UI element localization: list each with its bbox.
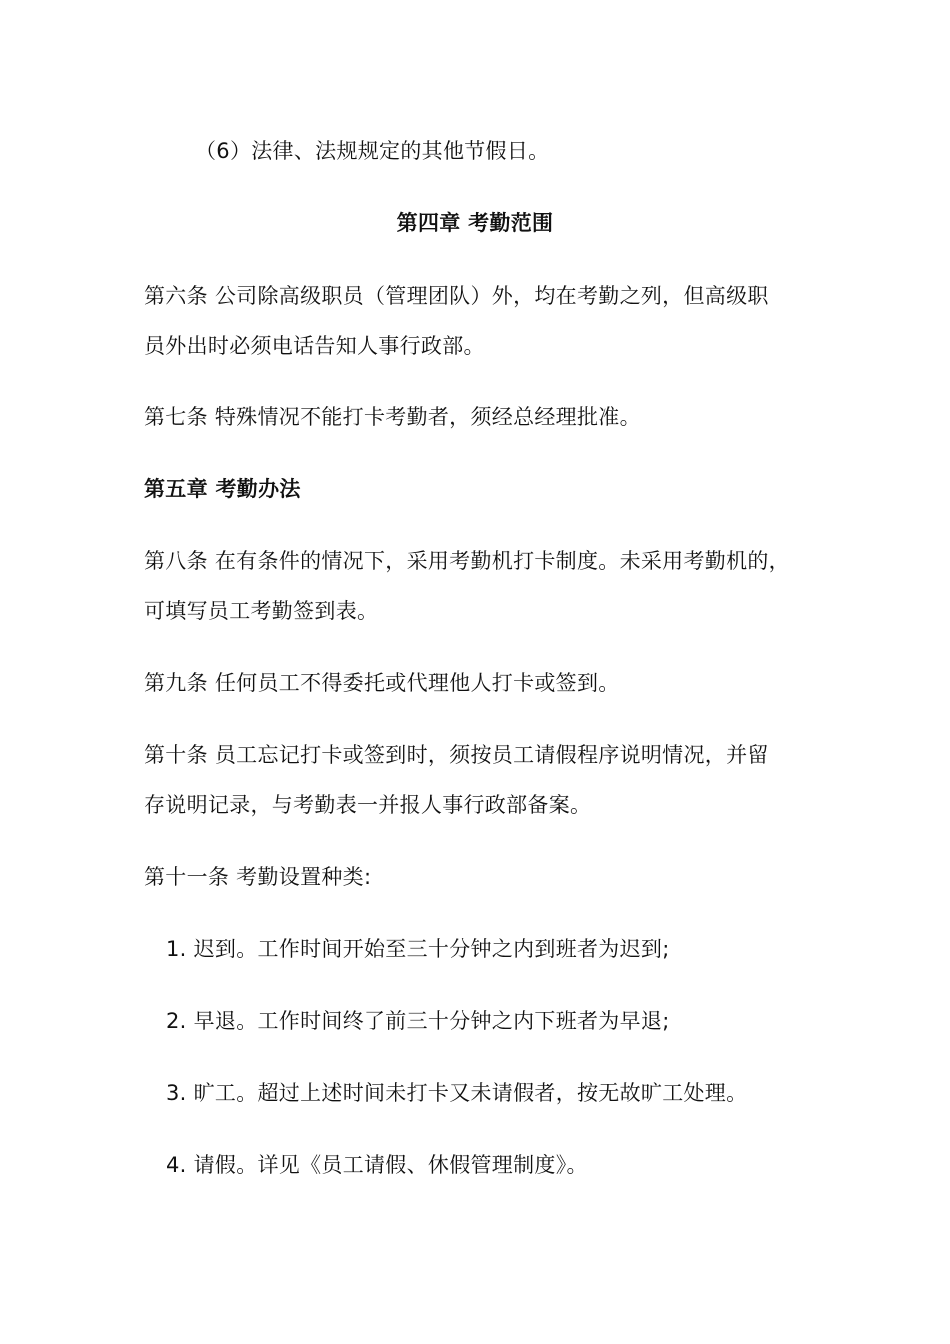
article-9: 第九条 任何员工不得委托或代理他人打卡或签到。: [144, 671, 620, 695]
list-item: 2. 早退。工作时间终了前三十分钟之内下班者为早退;: [166, 1009, 670, 1033]
article-8-line-1: 第八条 在有条件的情况下，采用考勤机打卡制度。未采用考勤机的，: [144, 549, 790, 573]
article-6-line-2: 员外出时必须电话告知人事行政部。: [144, 334, 485, 358]
holiday-item-6: （6）法律、法规规定的其他节假日。: [195, 139, 550, 163]
article-8-line-2: 可填写员工考勤签到表。: [144, 599, 379, 623]
article-11: 第十一条 考勤设置种类:: [144, 865, 372, 889]
article-10-line-1: 第十条 员工忘记打卡或签到时，须按员工请假程序说明情况，并留: [144, 743, 769, 767]
list-item: 4. 请假。详见《员工请假、休假管理制度》。: [166, 1153, 588, 1177]
list-item: 3. 旷工。超过上述时间未打卡又未请假者，按无故旷工处理。: [166, 1081, 748, 1105]
article-6-line-1: 第六条 公司除高级职员（管理团队）外，均在考勤之列，但高级职: [144, 284, 769, 308]
article-10-line-2: 存说明记录，与考勤表一并报人事行政部备案。: [144, 793, 592, 817]
list-item: 1. 迟到。工作时间开始至三十分钟之内到班者为迟到;: [166, 937, 670, 961]
chapter-5-heading: 第五章 考勤办法: [144, 477, 301, 501]
article-7: 第七条 特殊情况不能打卡考勤者，须经总经理批准。: [144, 405, 641, 429]
chapter-4-heading: 第四章 考勤范围: [396, 211, 554, 235]
